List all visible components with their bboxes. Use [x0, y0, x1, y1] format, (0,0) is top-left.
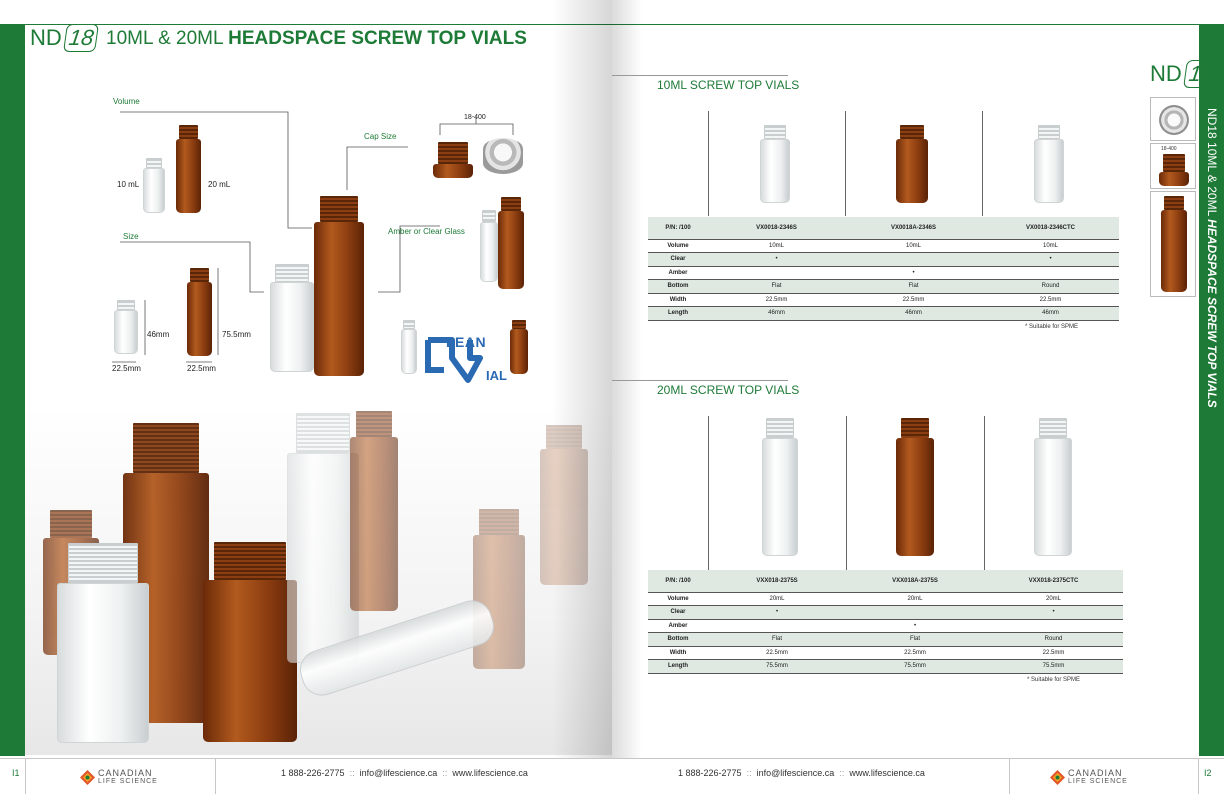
logo-line2: LIFE SCIENCE [98, 778, 158, 785]
cap-amber-closeup [433, 142, 473, 178]
section-number: 18 [63, 24, 99, 52]
table-cell: VXX018-2375S [708, 570, 846, 592]
footer-divider [1009, 759, 1010, 794]
table-row [648, 606, 1123, 620]
photo-vial-amber-back [350, 411, 398, 611]
section-prefix-right: ND [1150, 61, 1182, 86]
table-cell: Flat [708, 280, 845, 294]
table-row [648, 280, 1119, 294]
spec-table-10ml [648, 217, 1119, 321]
table-cell: • [982, 253, 1119, 267]
footer-divider [25, 759, 26, 794]
section-prefix: ND [30, 25, 62, 50]
page-number-left: I1 [12, 768, 20, 778]
section-number-right: 18 [1183, 60, 1219, 88]
table-row [648, 633, 1123, 647]
product-image-10ml-clear [760, 125, 790, 203]
table-cell [846, 606, 984, 620]
company-logo [1050, 765, 1145, 789]
table-cell: • [708, 606, 846, 620]
width-small-label: 22.5mm [112, 364, 141, 373]
table-cell: • [846, 619, 984, 633]
column-divider [708, 111, 709, 216]
table-cell: Flat [846, 633, 984, 647]
phone[interactable]: 1 888-226-2775 [281, 768, 345, 778]
photo-vial-clear-back [287, 413, 359, 663]
photo-vial-amber-far [540, 425, 588, 585]
right-page [612, 0, 1224, 794]
side-tab-vial [1150, 191, 1196, 297]
table-row [648, 660, 1123, 674]
vol-large-label: 20 mL [208, 180, 231, 189]
table-cell: 75.5mm [708, 660, 846, 674]
table-cell [708, 266, 845, 280]
table-cell: 22.5mm [708, 293, 845, 307]
photo-vial-clear-front [57, 543, 149, 743]
spme-note-10ml: * Suitable for SPME [1025, 324, 1079, 330]
row-label: Amber [648, 266, 708, 280]
vial-hero-clear [270, 264, 314, 372]
table-header-row [648, 570, 1123, 592]
separator: :: [746, 768, 752, 778]
section-title-10ml: 10ML SCREW TOP VIALS [657, 78, 800, 92]
row-label: Clear [648, 606, 708, 620]
footer-right [612, 758, 1224, 794]
cap-closeup-icon [483, 138, 523, 174]
logo-text-bottom: IAL [486, 368, 507, 383]
row-label: Length [648, 660, 708, 674]
spme-note-20ml: * Suitable for SPME [1027, 677, 1081, 683]
cap-thumbnail-icon [1159, 105, 1189, 135]
column-divider [984, 416, 985, 571]
table-cell: 22.5mm [845, 293, 982, 307]
row-label: Length [648, 307, 708, 321]
table-cell: 22.5mm [708, 646, 846, 660]
vial-20ml-amber [176, 125, 201, 213]
table-cell: 46mm [845, 307, 982, 321]
size-label: Size [123, 232, 139, 241]
footer-divider [1198, 759, 1199, 794]
row-label: Amber [648, 619, 708, 633]
photo-vial-amber-front [203, 542, 297, 742]
logo-line1: CANADIAN [98, 768, 153, 778]
table-cell [845, 253, 982, 267]
table-cell: • [845, 266, 982, 280]
row-label: Width [648, 293, 708, 307]
table-cell: 20mL [984, 592, 1123, 606]
separator: :: [349, 768, 355, 778]
height-large-label: 75.5mm [222, 330, 251, 339]
section-rule [612, 75, 788, 76]
table-cell [982, 266, 1119, 280]
row-label: P/N: /100 [648, 217, 708, 239]
side-tab-cap-label: 18-400 [1161, 146, 1177, 152]
table-cell [708, 619, 846, 633]
separator: :: [442, 768, 448, 778]
table-cell: 46mm [982, 307, 1119, 321]
table-row [648, 646, 1123, 660]
product-image-20ml-ctc [1034, 418, 1072, 556]
gutter-shadow-right [612, 0, 642, 794]
side-tab-closure [1150, 143, 1196, 189]
logo-text-top: LEAN [446, 334, 487, 350]
phone[interactable]: 1 888-226-2775 [678, 768, 742, 778]
vial-glass-clear [480, 210, 498, 282]
section-badge-right [1150, 60, 1217, 88]
row-label: Clear [648, 253, 708, 267]
company-logo [80, 765, 175, 789]
table-cell: 10mL [845, 239, 982, 253]
email-link[interactable]: info@lifescience.ca [756, 768, 835, 778]
table-row [648, 293, 1119, 307]
vial-hero-amber [314, 196, 364, 376]
table-cell: 22.5mm [846, 646, 984, 660]
vol-small-label: 10 mL [117, 180, 140, 189]
table-cell: 10mL [708, 239, 845, 253]
closure-thumbnail [1159, 154, 1189, 186]
right-top-rule [612, 24, 1199, 25]
height-small-label: 46mm [147, 330, 170, 339]
row-label: P/N: /100 [648, 570, 708, 592]
column-divider [845, 111, 846, 216]
table-cell [984, 619, 1123, 633]
vial-logo-clear [401, 320, 417, 374]
column-divider [708, 416, 709, 571]
logo-line2: LIFE SCIENCE [1068, 778, 1128, 785]
row-label: Volume [648, 592, 708, 606]
page-number-right: I2 [1204, 768, 1212, 778]
vial-size-small [114, 300, 138, 354]
row-label: Bottom [648, 633, 708, 647]
table-cell: 75.5mm [984, 660, 1123, 674]
row-label: Bottom [648, 280, 708, 294]
table-cell: 46mm [708, 307, 845, 321]
table-cell: VXX018-2375CTC [984, 570, 1123, 592]
section-title-20ml: 20ML SCREW TOP VIALS [657, 383, 800, 397]
table-row [648, 253, 1119, 267]
table-cell: 10mL [982, 239, 1119, 253]
vial-glass-amber [498, 197, 524, 289]
table-row [648, 619, 1123, 633]
table-cell: VX0018-2346S [708, 217, 845, 239]
table-row [648, 592, 1123, 606]
table-cell: 22.5mm [984, 646, 1123, 660]
glass-label: Amber or Clear Glass [388, 227, 465, 236]
footer-divider [215, 759, 216, 794]
vertical-title-text: ND18 10ML & 20ML HEADSPACE SCREW TOP VIALS [1205, 108, 1219, 408]
cap-size-label: Cap Size [364, 132, 397, 141]
contact-line [678, 768, 925, 778]
clean-vial-logo [424, 330, 516, 386]
row-label: Volume [648, 239, 708, 253]
website-link[interactable]: www.lifescience.ca [452, 768, 528, 778]
email-link[interactable]: info@lifescience.ca [359, 768, 438, 778]
row-label: Width [648, 646, 708, 660]
table-cell: Round [984, 633, 1123, 647]
page-title-bold: HEADSPACE SCREW TOP VIALS [228, 28, 527, 49]
table-cell: VX0018A-2346S [845, 217, 982, 239]
table-header-row [648, 217, 1119, 239]
table-cell: 22.5mm [982, 293, 1119, 307]
table-row [648, 307, 1119, 321]
contact-line [281, 768, 528, 778]
vertical-title [1199, 108, 1223, 408]
product-image-10ml-amber [896, 125, 928, 203]
vial-size-large [187, 268, 212, 356]
table-cell: • [984, 606, 1123, 620]
logo-line1: CANADIAN [1068, 768, 1123, 778]
website-link[interactable]: www.lifescience.ca [849, 768, 925, 778]
column-divider [846, 416, 847, 571]
table-row [648, 239, 1119, 253]
table-cell: Flat [708, 633, 846, 647]
width-large-label: 22.5mm [187, 364, 216, 373]
table-cell: Flat [845, 280, 982, 294]
vials-photo [25, 405, 612, 755]
vial-thumbnail [1161, 196, 1187, 292]
volume-label: Volume [113, 97, 140, 106]
table-cell: 20mL [708, 592, 846, 606]
separator: :: [839, 768, 845, 778]
cap-size-value: 18-400 [464, 114, 486, 121]
company-logo-icon [80, 770, 95, 785]
vial-10ml-clear [143, 158, 165, 213]
product-image-20ml-clear [762, 418, 798, 556]
table-cell: • [708, 253, 845, 267]
spec-table-20ml [648, 570, 1123, 674]
company-logo-icon [1050, 770, 1065, 785]
table-row [648, 266, 1119, 280]
table-cell: Round [982, 280, 1119, 294]
product-image-10ml-ctc [1034, 125, 1064, 203]
table-cell: 20mL [846, 592, 984, 606]
table-cell: VX0018-2346CTC [982, 217, 1119, 239]
side-tab-cap [1150, 97, 1196, 141]
photo-vial-amber-faded [473, 509, 525, 669]
column-divider [982, 111, 983, 216]
table-cell: 75.5mm [846, 660, 984, 674]
section-rule [612, 380, 788, 381]
table-cell: VXX018A-2375S [846, 570, 984, 592]
footer-left [0, 758, 612, 794]
page-title-light: 10ML & 20ML [106, 28, 229, 49]
product-image-20ml-amber [896, 418, 934, 556]
